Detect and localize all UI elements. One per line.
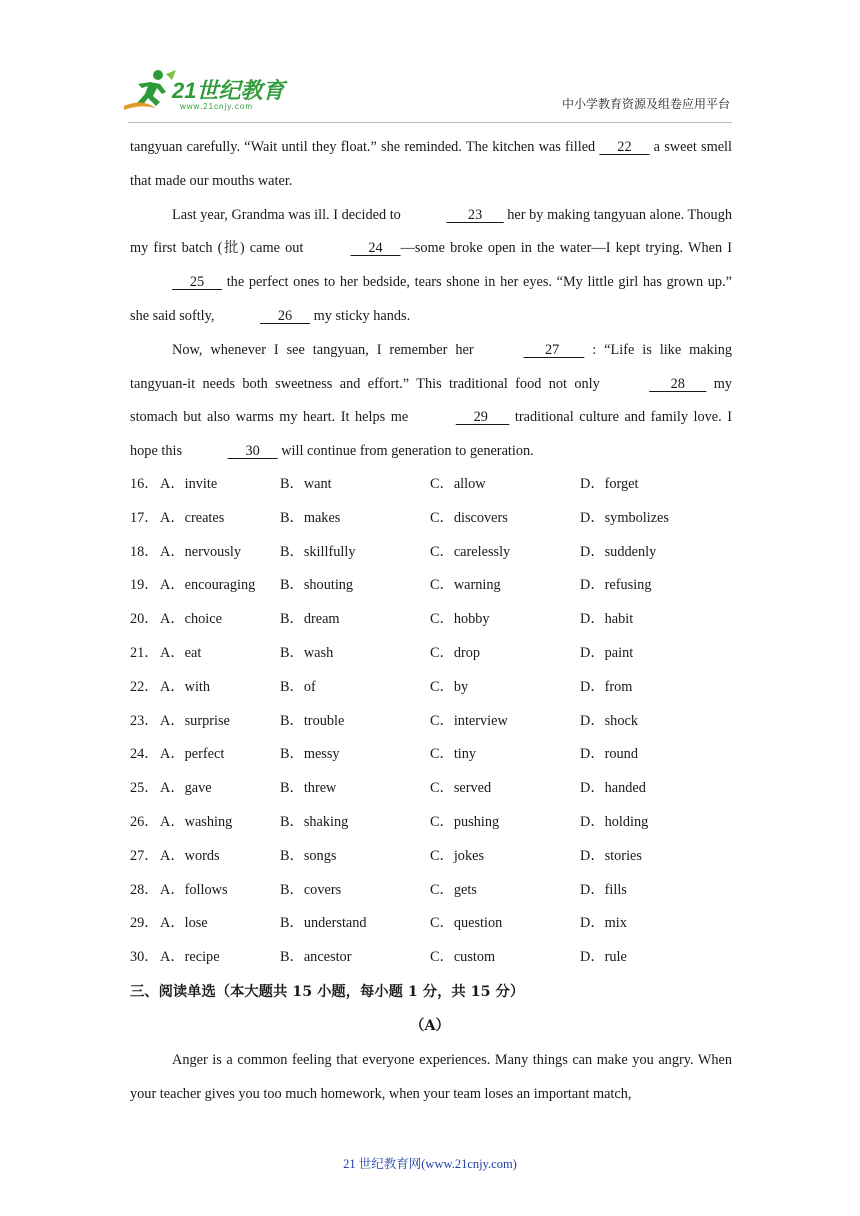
option-b: B．dream [280, 611, 340, 628]
reading-paragraph: Anger is a common feeling that everyone experiences. Many things can make you angry. When your teacher gives you too much homework, when your team loses an important match, [130, 1052, 732, 1102]
option-b: B．wash [280, 644, 334, 661]
question-row [130, 502, 732, 536]
option-c: C．tiny [430, 746, 477, 763]
question-number: 26． [130, 813, 159, 830]
option-c: C．pushing [430, 813, 500, 830]
blank-29: 29 [455, 409, 510, 426]
option-d: D．forget [580, 476, 639, 492]
blank-30: 30 [227, 443, 278, 460]
question-number: 28． [130, 881, 159, 898]
reading-passage [130, 1044, 732, 1112]
option-c: C．custom [430, 949, 496, 966]
option-b: B．shouting [280, 577, 354, 594]
blank-22: 22 [599, 139, 650, 155]
question-row [130, 637, 732, 671]
option-d: D．refusing [580, 577, 652, 594]
blank-25: 25 [172, 274, 223, 291]
option-c: C．served [430, 780, 492, 797]
question-number: 17． [130, 509, 159, 526]
question-row [130, 907, 732, 941]
option-d: D．holding [580, 813, 649, 830]
runner-logo-icon [122, 68, 178, 114]
question-number: 22． [130, 678, 159, 695]
blank-26: 26 [260, 307, 311, 324]
section-title: 三、阅读单选（本大题共 15 小题，每小题 1 分，共 15 分） [130, 984, 525, 1000]
question-row [130, 468, 732, 502]
option-a: A．choice [160, 611, 222, 628]
option-a: A．washing [160, 813, 233, 830]
option-d: D．suddenly [580, 543, 657, 560]
option-a: A．eat [160, 644, 202, 661]
option-d: D．shock [580, 712, 638, 729]
logo [122, 68, 292, 116]
question-row [130, 941, 732, 975]
logo-text: 21世纪教育 [172, 78, 285, 103]
option-b: B．ancestor [280, 949, 352, 966]
option-a: A．surprise [160, 712, 230, 729]
option-b: B．understand [280, 915, 367, 932]
question-options-list [130, 468, 732, 975]
option-d: D．symbolizes [580, 509, 669, 526]
question-number: 29． [130, 915, 159, 932]
option-b: B．makes [280, 509, 341, 526]
passage-label: （A） [410, 1018, 450, 1034]
paragraph-3: Now, whenever I see tangyuan, I remember her 27 : “Life is like making tangyuan-it needs both sweetness and effort.” This traditional food not only 28 my stomach but also warms my heart. It helps me 29 traditional culture and family love. I hope this 30 will continue from generation to generation. [130, 334, 732, 469]
option-b: B．of [280, 678, 316, 695]
option-b: B．messy [280, 746, 340, 763]
option-b: B．threw [280, 780, 337, 797]
question-number: 27． [130, 847, 159, 864]
option-d: D．rule [580, 949, 627, 966]
question-row [130, 738, 732, 772]
option-c: C．interview [430, 712, 508, 729]
question-row [130, 840, 732, 874]
option-d: D．round [580, 746, 638, 763]
option-b: B．songs [280, 847, 337, 864]
option-d: D．habit [580, 611, 634, 628]
question-number: 23． [130, 712, 159, 729]
option-c: C．warning [430, 577, 501, 594]
question-row [130, 671, 732, 705]
option-d: D．handed [580, 780, 646, 797]
page-header [0, 0, 860, 125]
question-number: 18． [130, 543, 159, 560]
platform-name: 中小学教育资源及组卷应用平台 [561, 97, 730, 111]
option-a: A．follows [160, 881, 228, 898]
option-a: A．gave [160, 780, 212, 797]
paragraph-2: Last year, Grandma was ill. I decided to 23 her by making tangyuan alone. Though my first batch (批) came out 24 —some broke open in the water—I kept trying. When I 25 the perfect ones to her bedside, tears shone in her eyes. “My little girl has grown up.” she said softly, 26 my sticky hands. [130, 199, 732, 334]
question-row [130, 705, 732, 739]
cloze-passage [130, 131, 732, 469]
page-footer: 21 世纪教育网(www.21cnjy.com) [343, 1157, 517, 1171]
option-c: C．allow [430, 476, 486, 492]
question-row [130, 806, 732, 840]
option-a: A．words [160, 847, 220, 864]
blank-27: 27 [523, 341, 585, 358]
question-number: 20． [130, 611, 159, 628]
option-b: B．shaking [280, 813, 349, 830]
blank-28: 28 [649, 375, 707, 392]
question-number: 25． [130, 780, 159, 797]
logo-url: www.21cnjy.com [180, 102, 253, 111]
option-b: B．skillfully [280, 543, 356, 560]
question-row [130, 603, 732, 637]
option-c: C．by [430, 678, 469, 695]
option-d: D．fills [580, 881, 627, 898]
paragraph-1: tangyuan carefully. “Wait until they float.” she reminded. The kitchen was filled 22 a sweet smell that made our mouths water. [130, 131, 732, 199]
option-c: C．drop [430, 644, 481, 661]
option-a: A．with [160, 678, 211, 695]
option-d: D．mix [580, 915, 627, 932]
question-number: 16． [130, 476, 159, 492]
option-b: B．want [280, 476, 332, 492]
question-row [130, 536, 732, 570]
option-a: A．invite [160, 476, 218, 492]
question-number: 24． [130, 746, 159, 763]
option-b: B．covers [280, 881, 342, 898]
option-d: D．stories [580, 847, 642, 864]
question-row [130, 772, 732, 806]
option-a: A．lose [160, 915, 208, 932]
option-a: A．recipe [160, 949, 220, 966]
question-number: 30． [130, 949, 159, 966]
blank-24: 24 [350, 240, 401, 257]
question-row [130, 569, 732, 603]
option-c: C．gets [430, 881, 477, 898]
question-number: 21． [130, 644, 159, 661]
question-number: 19． [130, 577, 159, 594]
option-a: A．perfect [160, 746, 225, 763]
option-c: C．jokes [430, 847, 485, 864]
header-divider [128, 122, 732, 123]
blank-23: 23 [446, 206, 504, 223]
option-d: D．paint [580, 644, 634, 661]
option-c: C．hobby [430, 611, 490, 628]
option-c: C．discovers [430, 509, 508, 526]
option-c: C．question [430, 915, 503, 932]
question-row [130, 874, 732, 908]
option-a: A．creates [160, 509, 225, 526]
option-c: C．carelessly [430, 543, 511, 560]
option-b: B．trouble [280, 712, 345, 729]
option-d: D．from [580, 678, 633, 695]
option-a: A．encouraging [160, 577, 256, 594]
option-a: A．nervously [160, 543, 242, 560]
